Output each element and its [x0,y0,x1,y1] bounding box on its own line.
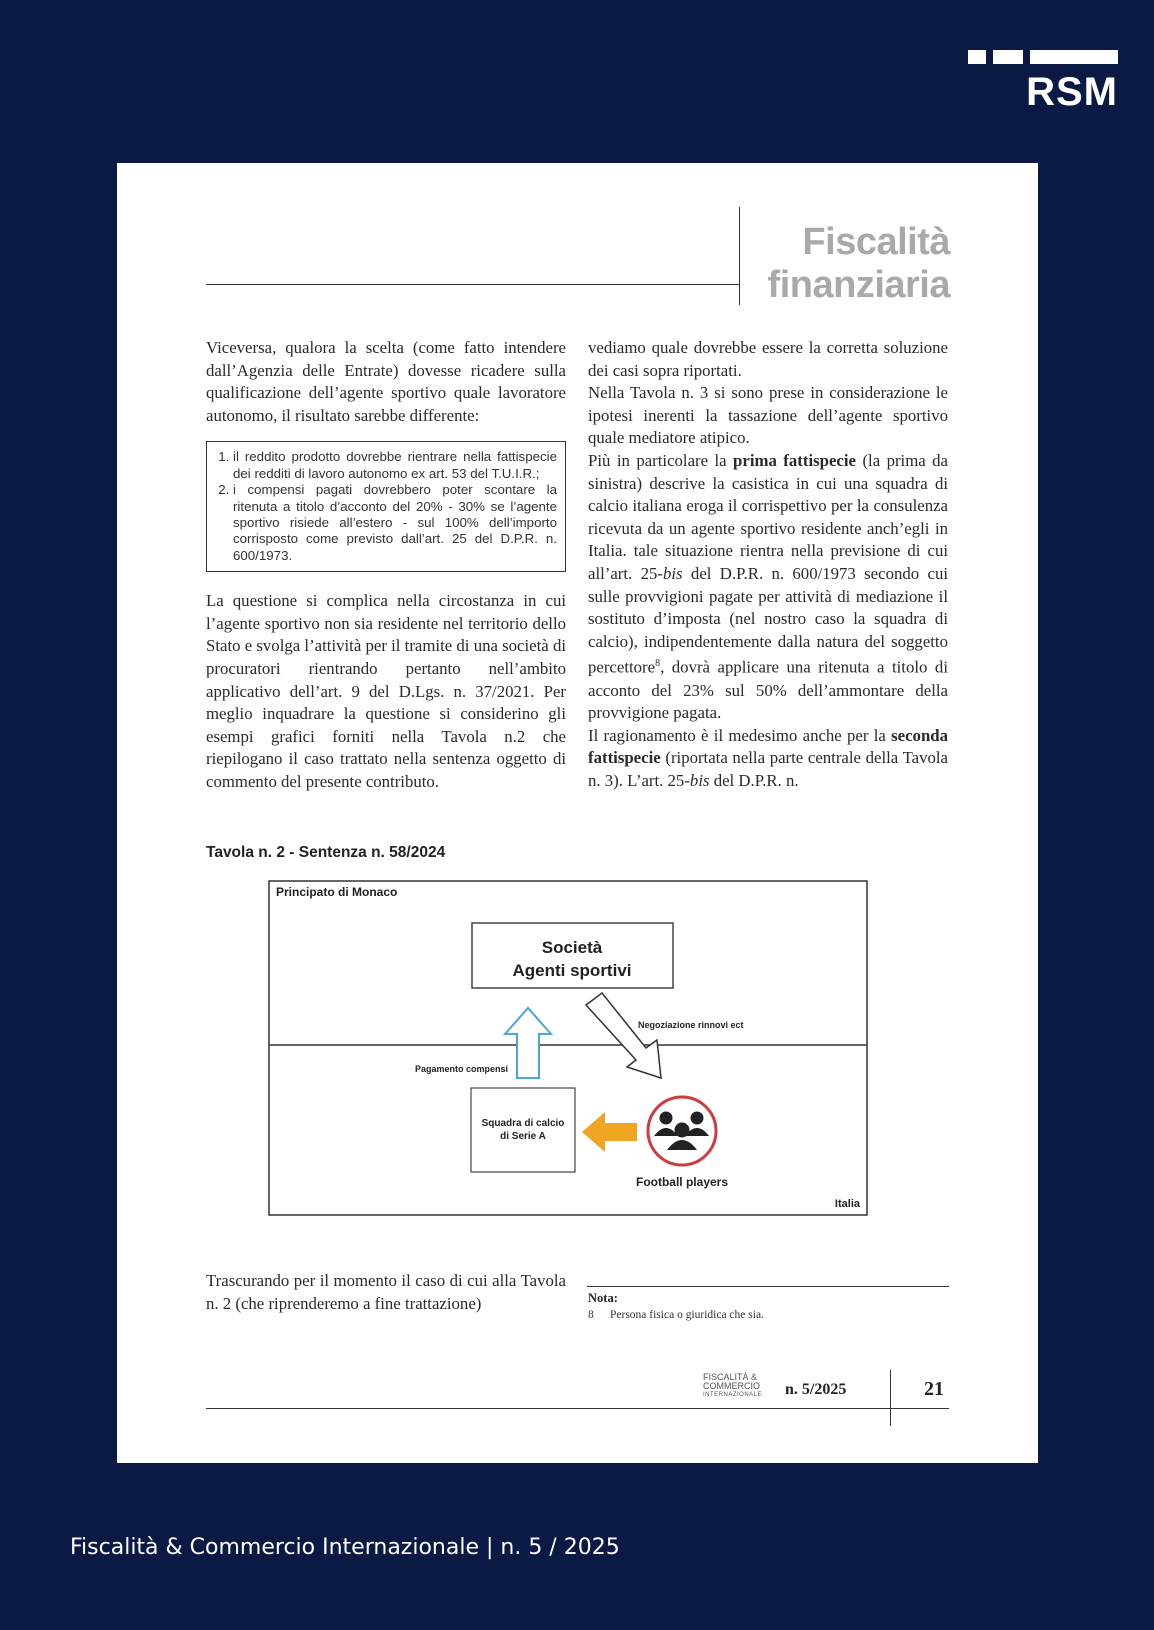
page-number: 21 [924,1378,944,1400]
footer-rule [206,1408,949,1409]
region-top-label: Principato di Monaco [276,885,398,899]
region-bottom-label: Italia [834,1198,860,1210]
paragraph: Viceversa, qualora la scelta (come fatto intendere dall’Agenzia delle Entrate) dovesse ricadere sulla qualificazione dell’agente sportivo quale lavoratore autonomo, il risultato sarebbe differente: [206,338,566,425]
paragraph: La questione si complica nella circostanza in cui l’agente sportivo non sia residente nel territorio dello Stato e svolga l’attività per il tramite di una società di procuratori rientrando pertanto nell’ambito applicativo dell’art. 9 del D.Lgs. n. 37/2021. Per meglio inquadrare la questione si considerino gli esempi grafici forniti nella Tavola n.2 che riepilogano il caso trattato nella sentenza oggetto di commento del presente contributo. [206,591,566,791]
company-label-line2: Agenti sportivi [512,961,632,980]
paragraph: Nella Tavola n. 3 si sono prese in considerazione le ipotesi inerenti la tassazione dell’agente sportivo quale mediatore atipico. [588,383,948,448]
paragraph: Più in particolare la prima fattispecie (la prima da sinistra) descrive la casistica in cui una squadra di calcio italiana eroga il corrispettivo per la consulenza ricevuta da un agente sportivo residente anch’egli in Italia. tale situazione rientra nella previsione di cui all’art. 25-bis del D.P.R. n. 600/1973 secondo cui sulle provvigioni pagate per attività di mediazione il sostituto d’imposta (nel nostro caso la squadra di calcio), indipendentemente dalla natura del soggetto percettore$^8$, dovrà applicare una ritenuta a titolo di acconto del 23% sul 50% dell’ammontare della provvigione pagata. [588,450,948,723]
bold-term: seconda fattispecie [588,725,948,768]
issue-number: n. 5/2025 [785,1381,847,1398]
footnote-text: Persona fisica o giuridica che sia. [610,1309,764,1321]
magazine-logo: FISCALITÀ & COMMERCIO INTERNAZIONALE [703,1372,763,1398]
section-heading-line2: finanziaria [767,264,950,306]
paragraph: Il ragionamento è il medesimo anche per la seconda fattispecie (riportata nella parte centrale della Tavola n. 3). L’art. 25-bis del D.P.R. n. [588,725,948,790]
team-label-line1: Squadra di calcio [481,1118,565,1129]
bottom-left-paragraph: Trascurando per il momento il caso di cui alla Tavola n. 2 (che riprenderemo a fine trattazione) [206,1271,566,1313]
tavola-diagram [268,880,868,1216]
list-item: 2. i compensi pagati dovrebbero poter scontare la ritenuta a titolo d’acconto del 20% - 30% se l’agente sportivo risiede all’estero - sul 100% dell’importo corrisposto come previsto dall’art. 25 del D.P.R. n. 600/1973. [233,482,557,564]
list-item: 1. il reddito prodotto dovrebbe rientrare nella fattispecie dei redditi di lavoro autonomo ex art. 53 del T.U.I.R.; [233,449,557,482]
section-heading-line1: Fiscalità [802,221,950,263]
footer-vertical-rule [890,1370,891,1426]
logo-text: RSM [1026,70,1118,114]
section-heading [768,221,950,307]
publication-caption: Fiscalità & Commercio Internazionale | n. 5 / 2025 [70,1535,620,1560]
footnote-ref: 8 [655,658,661,670]
table-title: Tavola n. 2 - Sentenza n. 58/2024 [206,844,446,861]
players-label: Football players [635,1175,729,1189]
payment-label: Pagamento compensi [414,1064,508,1074]
note-rule [587,1286,949,1287]
header-rule [206,284,740,285]
left-column [206,337,566,794]
note-title: Nota: [588,1291,618,1305]
footnote-number: 8 [588,1309,594,1321]
logo-bars [968,50,1118,64]
footnote [588,1309,764,1321]
team-label-line2: di Serie A [500,1131,546,1142]
right-column [588,337,948,792]
bold-term: prima fattispecie [733,450,856,470]
negotiation-label: Negoziazione rinnovi ect [638,1020,744,1030]
company-label-line1: Società [541,938,603,957]
rsm-logo [968,50,1118,120]
header-vertical-rule [739,207,740,305]
document-page [117,163,1038,1463]
boxed-list [206,441,566,572]
paragraph: vediamo quale dovrebbe essere la corretta soluzione dei casi sopra riportati. [588,338,948,380]
team-box [471,1088,575,1172]
